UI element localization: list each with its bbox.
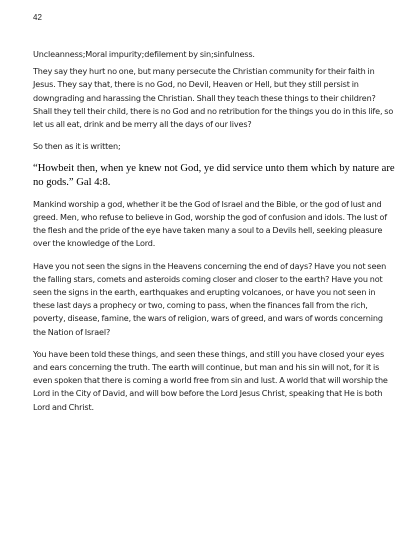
paragraph-persecution: They say they hurt no one, but many persecute the Christian community for their faith in Jesus. They say that, there is no God, no Devil, Heaven or Hell, but they still persist in downgrading and harassing the Christian. Shall they teach these things to their children? Shall they tell their child, there is no God and no retribution for the things you do in this life, so let us all eat, drink and be merry all the days of our lives?: [33, 66, 394, 130]
page-number: 42: [33, 13, 42, 22]
scripture-quote: “Howbeit then, when ye knew not God, ye did service unto them which by nature are no gods.” Gal 4:8.: [33, 163, 395, 188]
paragraph-signs: Have you not seen the signs in the Heavens concerning the end of days? Have you not seen the falling stars, comets and asteroids coming closer and closer to the earth? Have you not seen the signs in the earth, earthquakes and erupting volcanoes, or have you not seen in these last days a prophecy or two, coming to pass, when the finances fall from the rich, poverty, disease, famine, the wars of religion, wars of greed, and wars of words concerning the Nation of Israel?: [33, 260, 387, 337]
paragraph-truth: You have been told these things, and seen these things, and still you have closed your eyes and ears concerning the truth. The earth will continue, but man and his sin will not, for it is even spoken that there is coming a world free from sin and lust. A world that will worship the Lord in the City of David, and will bow before the Lord Jesus Christ, speaking that He is both Lord and Christ.: [33, 348, 388, 412]
paragraph-worship: Mankind worship a god, whether it be the God of Israel and the Bible, or the god of lust and greed. Men, who refuse to believe in God, worship the god of confusion and idols. The lust of the flesh and the pride of the eye have taken many a soul to a Devils hell, seeking pleasure over the knowledge of the Lord.: [33, 198, 387, 249]
paragraph-definition: Uncleanness;Moral impurity;defilement by sin;sinfulness.: [33, 49, 255, 59]
paragraph-as-written: So then as it is written;: [33, 141, 121, 152]
body-text: [33, 48, 395, 423]
